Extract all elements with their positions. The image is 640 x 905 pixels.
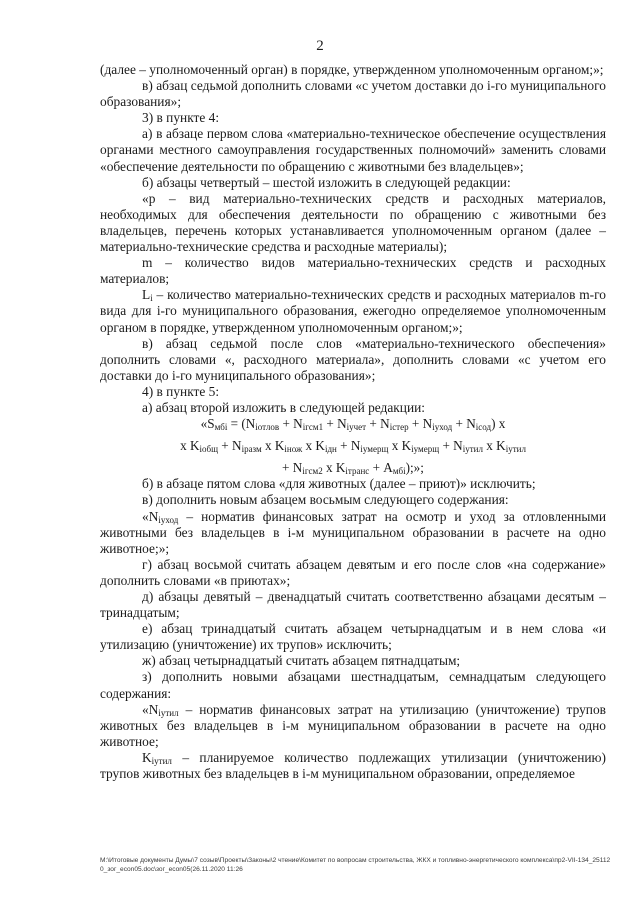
paragraph: «p – вид материально-технических средств и расходных материалов, необходимых для обеспечения деятельности по обращению с животными без владельцев, перечень которых устанавливается уполномоченным органом (далее – материально-технические средства и расходные материалы);: [100, 190, 606, 255]
paragraph: 3) в пункте 4:: [142, 110, 220, 126]
paragraph-with-symbol: [100, 287, 606, 335]
formula: [100, 416, 606, 476]
paragraph: г) абзац восьмой считать абзацем девятым и его после слов «на содержание» дополнить словами «в приютах»;: [100, 556, 606, 588]
paragraph: б) в абзаце пятом слова «для животных (далее – приют)» исключить;: [142, 476, 536, 492]
paragraph: в) дополнить новым абзацем восьмым следующего содержания:: [142, 492, 509, 508]
paragraph-text: – планируемое количество подлежащих утилизации (уничтожению) трупов животных без владельцев в i-м муниципальном образовании, определяемое: [100, 749, 606, 782]
paragraph: 4) в пункте 5:: [142, 383, 220, 399]
symbol-subscript: i: [150, 293, 153, 304]
paragraph-text: – норматив финансовых затрат на утилизацию (уничтожение) трупов животных без владельцев в i-м муниципальном образовании в расчете на одно животное;: [100, 701, 606, 749]
paragraph: а) в абзаце первом слова «материально-техническое обеспечение осуществления органами местного самоуправления государственных полномочий» заменить словами «обеспечение деятельности по обращению с животными без владельцев»;: [100, 126, 606, 174]
paragraph-text: – количество материально-технических средств и расходных материалов m-го вида для i-го муниципального образования, ежегодно определяемое уполномоченным органом в порядке, утвержденном уполномоченным органом;»;: [100, 287, 606, 335]
formula-line-2: x $K_{iобщ} + N_{iразм}$ x $K_{iнож}$ x $K_{iдн} + N_{iумерщ}$ x $K_{iумерщ} + N_{iутил}$ x $K_{iутил}$: [180, 438, 526, 455]
paragraph: а) абзац второй изложить в следующей редакции:: [142, 399, 426, 415]
symbol-subscript: iуход: [158, 514, 179, 525]
symbol: L: [142, 287, 151, 303]
paragraph: (далее – уполномоченный орган) в порядке, утвержденном уполномоченным органом;»;: [100, 62, 604, 77]
paragraph-with-symbol: [100, 509, 606, 557]
paragraph: е) абзац тринадцатый считать абзацем четырнадцатым и в нем слова «и утилизацию (уничтожение) их трупов» исключить;: [100, 621, 606, 653]
paragraph: в) абзац седьмой после слов «материально-технического обеспечения» дополнить словами «, расходного материала», дополнить словами «с учетом его доставки до i-го муниципального образования»;: [100, 335, 606, 383]
symbol-subscript: iутил: [151, 755, 172, 766]
paragraph: m – количество видов материально-технических средств и расходных материалов;: [100, 255, 606, 287]
paragraph: з) дополнить новыми абзацами шестнадцатым, семнадцатым следующего содержания:: [100, 669, 606, 701]
symbol: K: [142, 749, 152, 765]
paragraph: б) абзацы четвертый – шестой изложить в следующей редакции:: [142, 174, 511, 190]
symbol: «N: [142, 508, 159, 524]
paragraph-with-symbol: [100, 702, 606, 750]
page-number: 2: [316, 38, 324, 54]
paragraph: ж) абзац четырнадцатый считать абзацем пятнадцатым;: [142, 653, 461, 669]
formula-line-3: + $N_{iгсм2}$ x $K_{iтранс} + A_{мбi}$);»;: [282, 460, 424, 477]
paragraph: в) абзац седьмой дополнить словами «с учетом доставки до i-го муниципального образования»;: [100, 78, 606, 110]
paragraph-text: – норматив финансовых затрат на осмотр и уход за отловленными животными без владельцев в i-м муниципальном образовании в расчете на одно животное;»;: [100, 508, 606, 556]
file-path-footer: M:\Итоговые документы Думы\7 созыв\Проекты\Законы\2 чтение\Комитет по вопросам строительства, ЖКХ и топливно-энергетического комплекса\пр2-VII-134_251120_зог_econ05.doc\зог_econ05(26.11.2020 11:26: [100, 857, 611, 873]
paragraph-with-symbol: [100, 750, 606, 782]
symbol-subscript: iутил: [158, 707, 179, 718]
symbol: «N: [142, 701, 159, 717]
document-body: [100, 62, 606, 782]
formula-line-1: «$S_{мбi} = (N_{iотлов} + N_{iгсм1} + N_{iучет} + N_{iстер} + N_{iуход} + N_{iсод})$ x: [200, 416, 506, 433]
paragraph: д) абзацы девятый – двенадцатый считать соответственно абзацами десятым – тринадцатым;: [100, 589, 606, 621]
